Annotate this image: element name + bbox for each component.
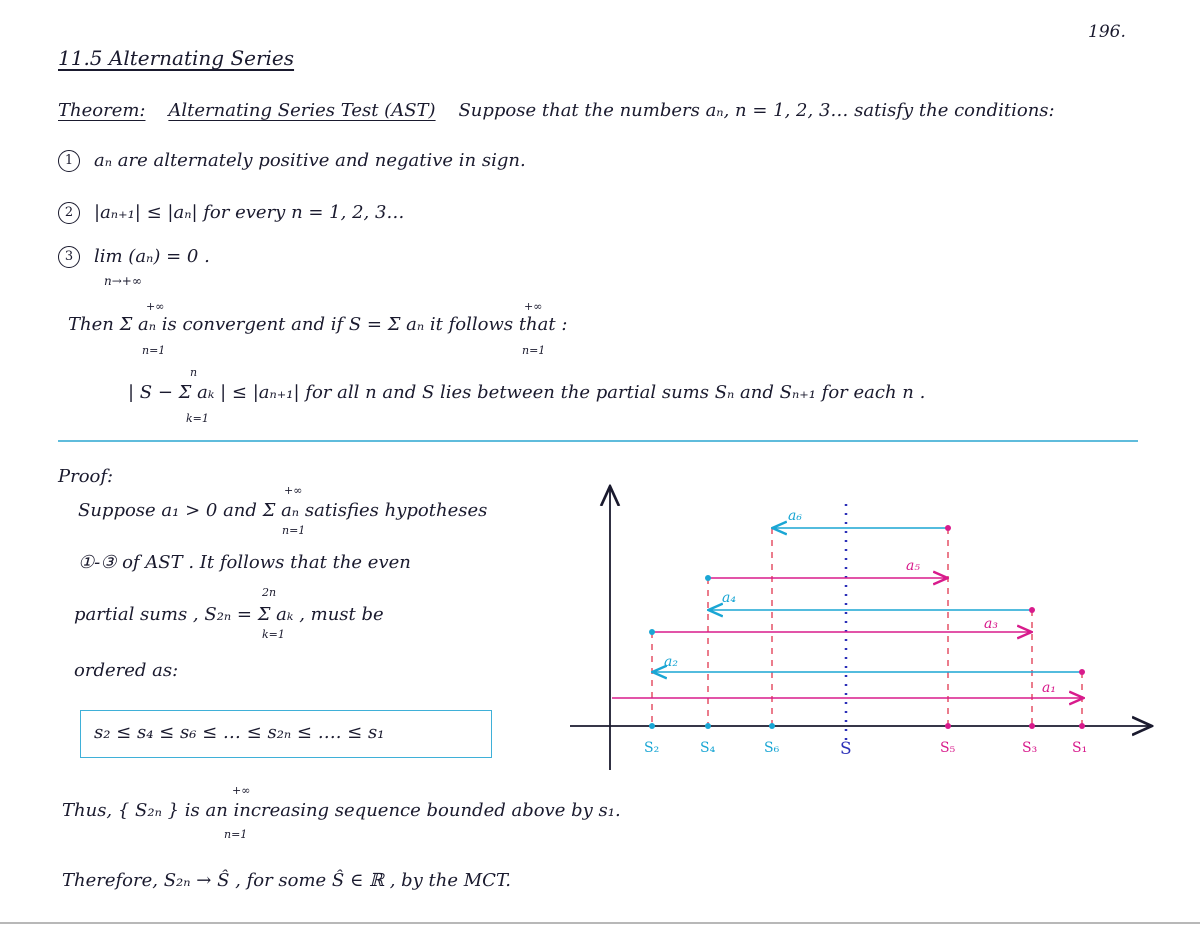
condition-2 [58, 202, 404, 224]
start-dot-a4 [1029, 607, 1035, 613]
sum2n-top: 2n [262, 586, 277, 599]
sigma-top: +∞ [146, 300, 165, 313]
axis-label-s: S [840, 739, 852, 759]
start-dot-a3 [649, 629, 655, 635]
proof-line-3: partial sums , S₂ₙ = Σ aₖ , must be [74, 604, 384, 625]
axis-dot-s5 [945, 723, 951, 729]
sigma-top-2: +∞ [524, 300, 543, 313]
axis-dot-s1 [1079, 723, 1085, 729]
condition-number: 2 [58, 202, 80, 224]
label-a1: a₁ [1042, 680, 1056, 696]
theorem-label: Theorem: [58, 100, 146, 121]
sigma-bottom-2: n=1 [522, 344, 546, 357]
label-a2: a₂ [664, 654, 678, 670]
condition-text: |aₙ₊₁| ≤ |aₙ| for every n = 1, 2, 3… [94, 202, 405, 223]
error-bound-statement: | S − Σ aₖ | ≤ |aₙ₊₁| for all n and S lies between the partial sums Sₙ and Sₙ₊₁ for each n . [128, 382, 926, 403]
sum-bottom-k: k=1 [186, 412, 209, 425]
sigma-bottom: n=1 [142, 344, 166, 357]
axis-dot-s4 [705, 723, 711, 729]
then-statement: Then Σ aₙ is convergent and if S = Σ aₙ it follows that : [68, 314, 568, 335]
label-a6: a₆ [788, 508, 802, 524]
condition-text: aₙ are alternately positive and negative in sign. [94, 150, 526, 171]
theorem-name: Alternating Series Test (AST) [168, 100, 436, 121]
proof-line-4: ordered as: [74, 660, 179, 681]
axis-label-s6: S₆ [764, 740, 780, 756]
limit-subscript: n→+∞ [104, 274, 142, 288]
condition-text: lim (aₙ) = 0 . [94, 246, 210, 267]
theorem-statement [58, 100, 1055, 121]
axis-label-s4: S₄ [700, 740, 716, 756]
sum2n-bottom: k=1 [262, 628, 285, 641]
axis-dot-s3 [1029, 723, 1035, 729]
proof-line-2: ①-③ of AST . It follows that the even [78, 552, 411, 573]
axis-label-s3: S₃ [1022, 740, 1038, 756]
axis-label-s2: S₂ [644, 740, 660, 756]
thus-top: +∞ [232, 784, 251, 797]
proof-label: Proof: [58, 466, 114, 487]
thus-bottom: n=1 [224, 828, 248, 841]
proof-line-1: Suppose a₁ > 0 and Σ aₙ satisfies hypotheses [78, 500, 488, 521]
start-dot-a2 [1079, 669, 1085, 675]
sum-top-k: n [190, 366, 198, 379]
start-dot-a5 [705, 575, 711, 581]
page-title: 11.5 Alternating Series [58, 46, 295, 70]
partial-sums-diagram [560, 470, 1160, 790]
section-divider [58, 440, 1138, 442]
page-bottom-edge [0, 922, 1200, 924]
axis-dot-s6 [769, 723, 775, 729]
page-number: 196. [1088, 22, 1126, 42]
therefore-statement: Therefore, S₂ₙ → Ŝ , for some Ŝ ∈ ℝ , by the MCT. [62, 870, 512, 891]
proof-sigma-bottom: n=1 [282, 524, 306, 537]
thus-statement: Thus, { S₂ₙ } is an increasing sequence bounded above by s₁. [62, 800, 621, 821]
label-a5: a₅ [906, 558, 920, 574]
label-a3: a₃ [984, 616, 998, 632]
label-a4: a₄ [722, 590, 736, 606]
axis-label-s5: S₅ [940, 740, 956, 756]
condition-number: 3 [58, 246, 80, 268]
theorem-intro: Suppose that the numbers aₙ, n = 1, 2, 3… satisfy the conditions: [458, 100, 1055, 121]
start-dot-a6 [945, 525, 951, 531]
condition-number: 1 [58, 150, 80, 172]
proof-sigma-top: +∞ [284, 484, 303, 497]
even-sums-ordering: s₂ ≤ s₄ ≤ s₆ ≤ … ≤ s₂ₙ ≤ …. ≤ s₁ [94, 722, 385, 743]
axis-dot-s2 [649, 723, 655, 729]
axis-label-s1: S₁ [1072, 740, 1088, 756]
condition-1 [58, 150, 526, 172]
condition-3 [58, 246, 210, 268]
